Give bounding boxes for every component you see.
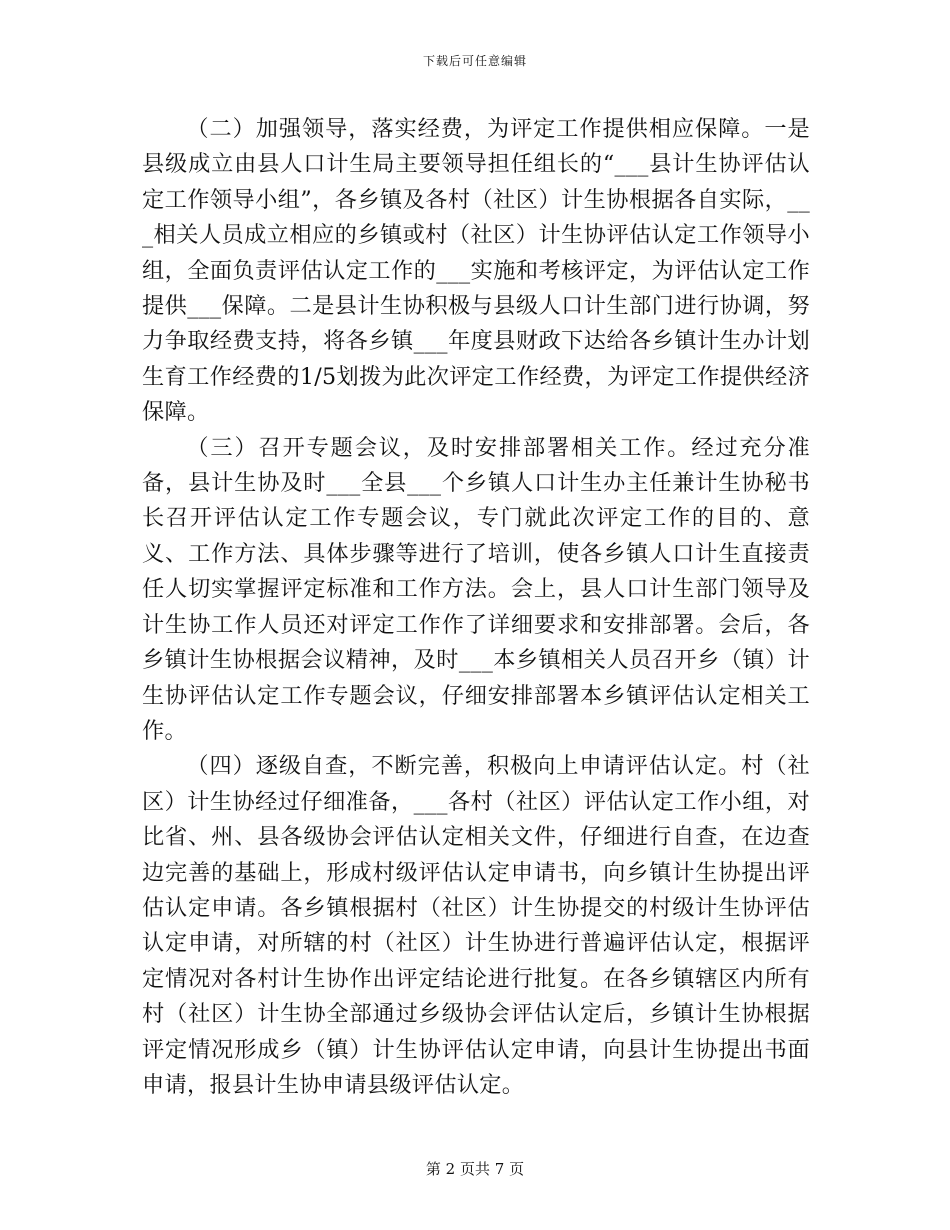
- paragraph-section-4: （四）逐级自查，不断完善，积极向上申请评估认定。村（社区）计生协经过仔细准备，___各村（社区）评估认定工作小组，对比省、州、县各级协会评估认定相关文件，仔细进行自查，在边查边完善的基础上，形成村级评估认定申请书，向乡镇计生协提出评估认定申请。各乡镇根据村（社区）计生协提交的村级计生协评估认定申请，对所辖的村（社区）计生协进行普遍评估认定，根据评定情况对各村计生协作出评定结论进行批复。在各乡镇辖区内所有村（社区）计生协全部通过乡级协会评估认定后，乡镇计生协根据评定情况形成乡（镇）计生协评估认定申请，向县计生协提出书面申请，报县计生协申请县级评估认定。: [142, 753, 810, 1098]
- document-body: [142, 112, 810, 1103]
- paragraph-section-3: （三）召开专题会议，及时安排部署相关工作。经过充分准备，县计生协及时___全县___个乡镇人口计生办主任兼计生协秘书长召开评估认定工作专题会议，专门就此次评定工作的目的、意义、工作方法、具体步骤等进行了培训，使各乡镇人口计生直接责任人切实掌握评定标准和工作方法。会上，县人口计生部门领导及计生协工作人员还对评定工作作了详细要求和安排部署。会后，各乡镇计生协根据会议精神，及时___本乡镇相关人员召开乡（镇）计生协评估认定工作专题会议，仔细安排部署本乡镇评估认定相关工作。: [142, 434, 810, 744]
- page-header: 下载后可任意编辑: [422, 54, 527, 68]
- paragraph-section-2: （二）加强领导，落实经费，为评定工作提供相应保障。一是县级成立由县人口计生局主要领导担任组长的“___县计生协评估认定工作领导小组”，各乡镇及各村（社区）计生协根据各自实际，___相关人员成立相应的乡镇或村（社区）计生协评估认定工作领导小组，全面负责评估认定工作的___实施和考核评定，为评估认定工作提供___保障。二是县计生协积极与县级人口计生部门进行协调，努力争取经费支持，将各乡镇___年度县财政下达给各乡镇计生办计划生育工作经费的1/5划拨为此次评定工作经费，为评定工作提供经济保障。: [142, 116, 810, 426]
- page-number-footer: 第 2 页共 7 页: [425, 1160, 525, 1178]
